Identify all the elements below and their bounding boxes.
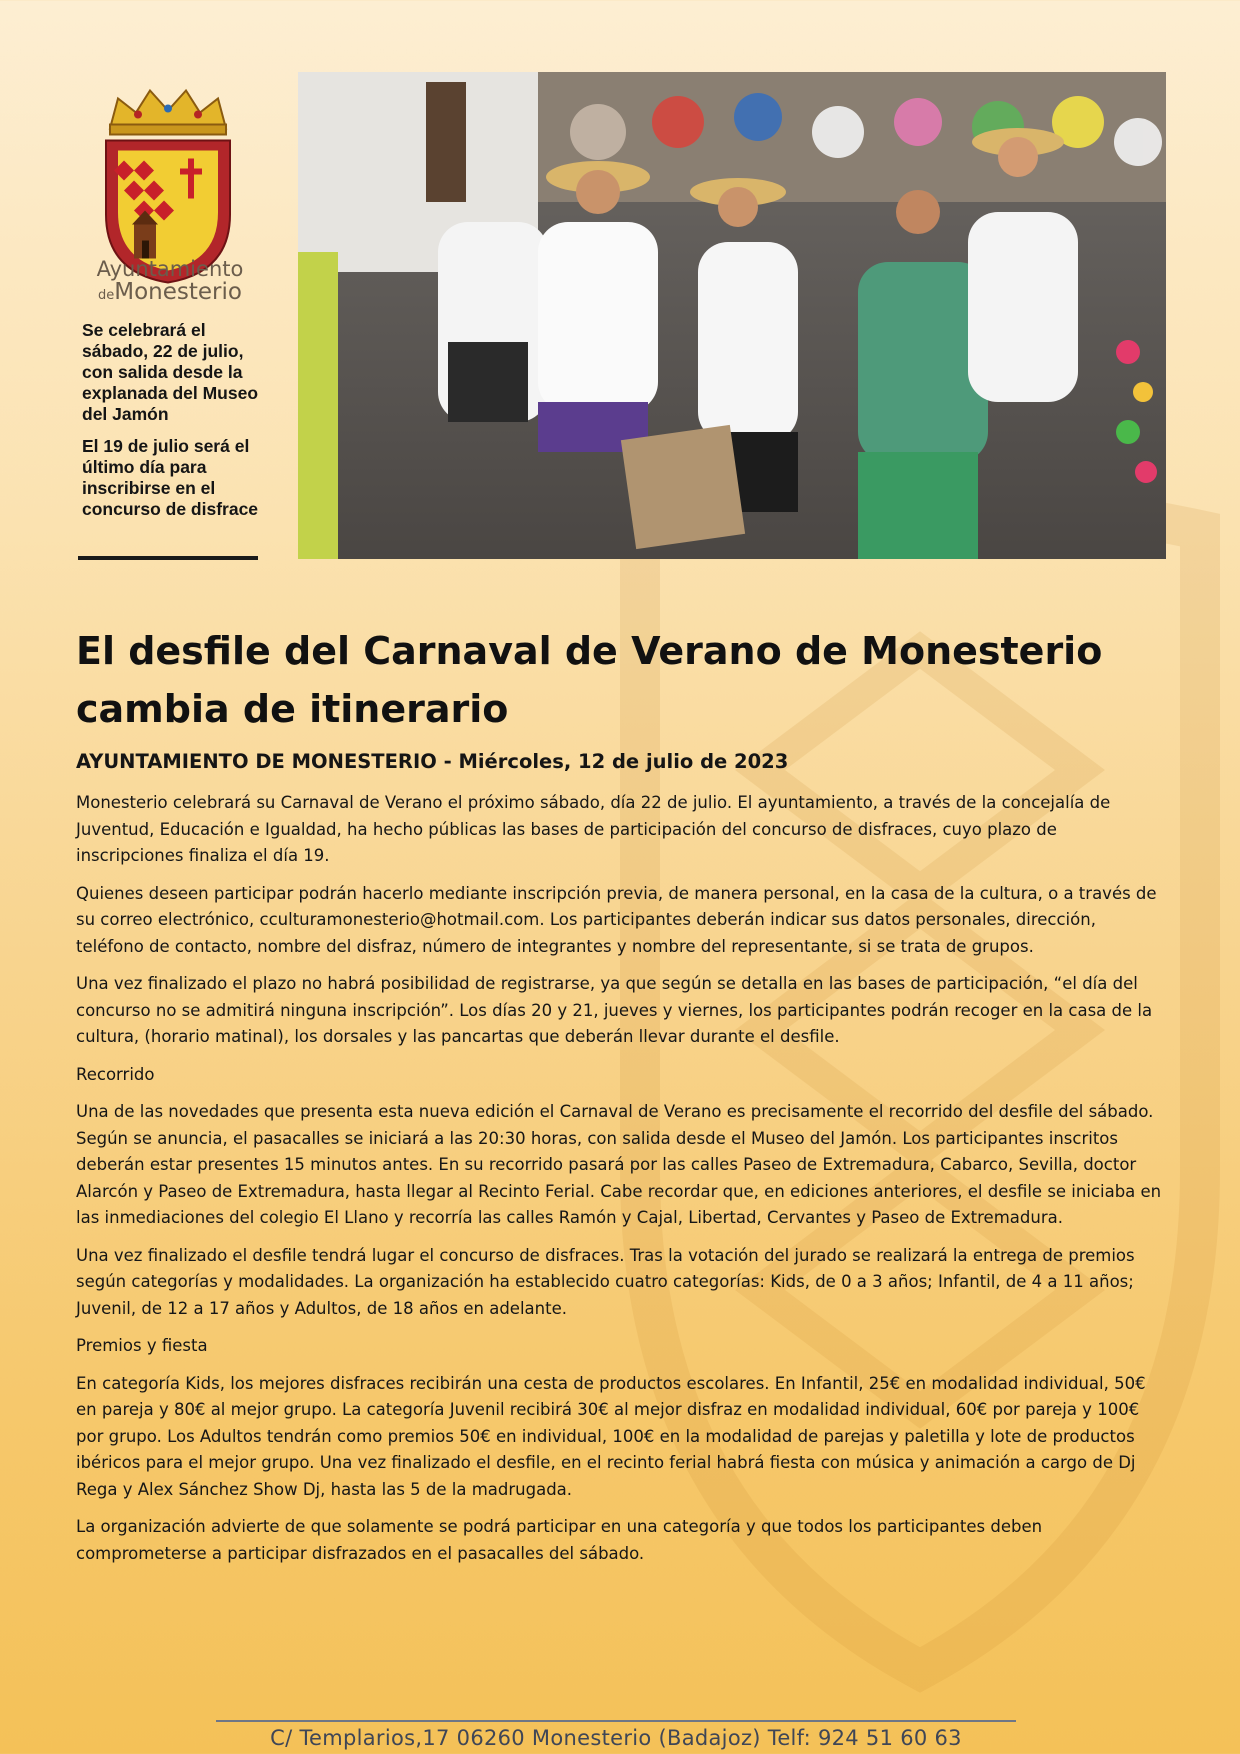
highlight-date: Se celebrará el sábado, 22 de julio, con salida desde la explanada del Museo del Jamón: [82, 320, 259, 424]
highlight-deadline: El 19 de julio será el último día para inscribirse en el concurso de disfrace: [82, 436, 259, 519]
paragraph: Monesterio celebrará su Carnaval de Verano el próximo sábado, día 22 de julio. El ayuntamiento, a través de la concejalía de Juventud, Educación e Igualdad, ha hecho públicas las bases de participación del concurso de disfraces, cuyo plazo de inscripciones finaliza el día 19.: [76, 793, 1111, 865]
sidebar-highlights: [82, 320, 272, 531]
sidebar-divider: [78, 556, 258, 560]
logo-line2-prefix: de: [98, 288, 115, 304]
paragraph: La organización advierte de que solamente se podrá participar en una categoría y que todos los participantes deben comprometerse a participar disfrazados en el pasacalles del sábado.: [76, 1517, 1043, 1563]
article-body: [76, 790, 1166, 1578]
logo-line1: Ayuntamiento: [96, 257, 244, 281]
footer-address: C/ Templarios,17 06260 Monesterio (Badajoz) Telf: 924 51 60 63: [270, 1726, 962, 1750]
logo-wordmark: [70, 258, 270, 304]
article-headline: El desfile del Carnaval de Verano de Monesterio cambia de itinerario: [76, 629, 1103, 731]
section-heading-premios: Premios y fiesta: [76, 1336, 208, 1355]
parade-photo: [298, 72, 1166, 559]
paragraph: En categoría Kids, los mejores disfraces recibirán una cesta de productos escolares. En Infantil, 25€ en modalidad individual, 50€ en pareja y 80€ al mejor grupo. La categoría Juvenil recibirá 30€ al mejor disfraz en modalidad individual, 60€ por pareja y 100€ por grupo. Los Adultos tendrán como premios 50€ en individual, 100€ en la modalidad de parejas y paletilla y lote de productos ibéricos para el mejor grupo. Una vez finalizado el desfile, en el recinto ferial habrá fiesta con música y animación a cargo de Dj Rega y Alex Sánchez Show Dj, hasta las 5 de la madrugada.: [76, 1373, 1146, 1499]
paragraph: Quienes deseen participar podrán hacerlo mediante inscripción previa, de manera personal, en la casa de la cultura, o a través de su correo electrónico, cculturamonesterio@hotmail.com. Los participantes deberán indicar sus datos personales, dirección, teléfono de contacto, nombre del disfraz, número de integrantes y nombre del representante, si se trata de grupos.: [76, 883, 1157, 956]
section-heading-recorrido: Recorrido: [76, 1064, 155, 1084]
footer-divider: [216, 1720, 1016, 1722]
article-byline: AYUNTAMIENTO DE MONESTERIO - Miércoles, 12 de julio de 2023: [76, 750, 789, 773]
paragraph: Una vez finalizado el desfile tendrá lugar el concurso de disfraces. Tras la votación del jurado se realizará la entrega de premios según categorías y modalidades. La organización ha establecido cuatro categorías: Kids, de 0 a 3 años; Infantil, de 4 a 11 años; Juvenil, de 12 a 17 años y Adultos, de 18 años en adelante.: [76, 1245, 1135, 1318]
paragraph: Una de las novedades que presenta esta nueva edición el Carnaval de Verano es precisamente el recorrido del desfile del sábado. Según se anuncia, el pasacalles se iniciará a las 20:30 horas, con salida desde el Museo del Jamón. Los participantes inscritos deberán estar presentes 15 minutos antes. En su recorrido pasará por las calles Paseo de Extremadura, Cabarco, Sevilla, doctor Alarcón y Paseo de Extremadura, hasta llegar al Recinto Ferial. Cabe recordar que, en ediciones anteriores, el desfile se iniciaba en las inmediaciones del colegio El Llano y recorría las calles Ramón y Cajal, Libertad, Cervantes y Paseo de Extremadura.: [76, 1102, 1162, 1227]
logo-line2-name: Monesterio: [114, 279, 242, 306]
paragraph: Una vez finalizado el plazo no habrá posibilidad de registrarse, ya que según se detalla en las bases de participación, “el día del concurso no se admitirá ninguna inscripción”. Los días 20 y 21, jueves y viernes, los participantes podrán recoger en la casa de la cultura, (horario matinal), los dorsales y las pancartas que deberán llevar durante el desfile.: [76, 974, 1153, 1046]
